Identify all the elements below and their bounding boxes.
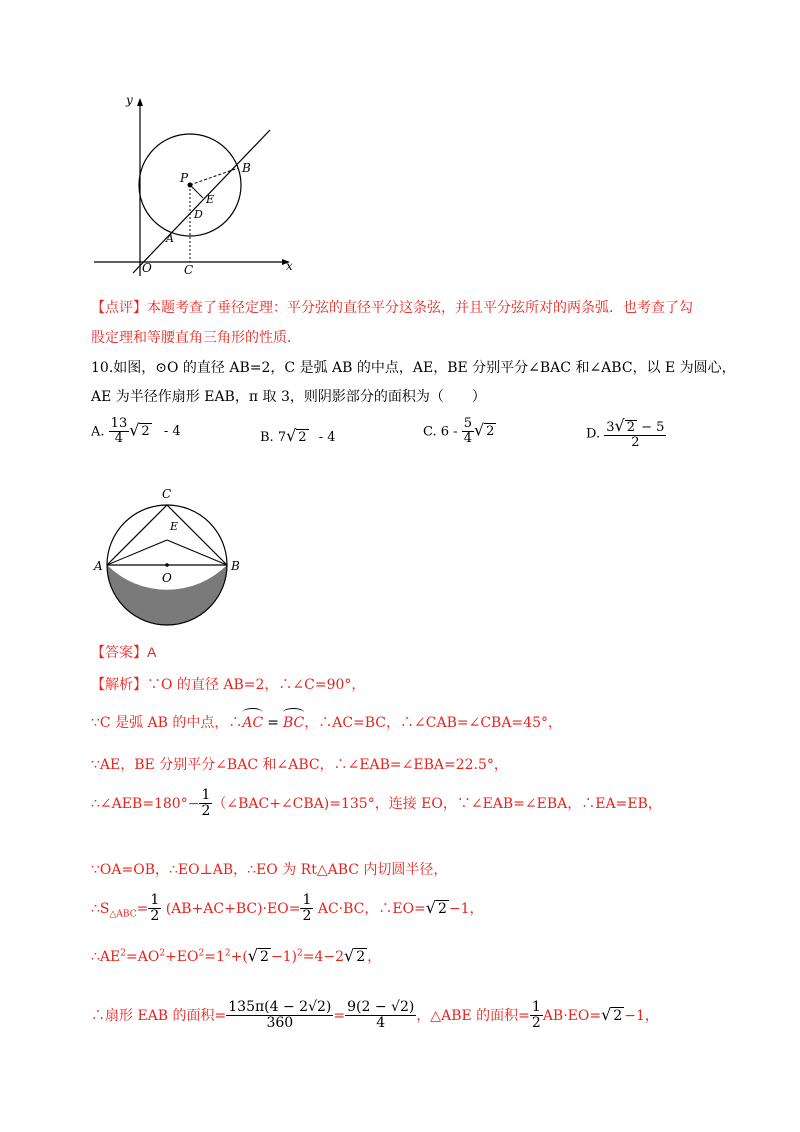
analysis-line-4: ∴∠AEB=180°− $\frac{1}{2}$ （∠BAC+∠CBA)=135°，连接 EO，∵∠EAB=∠EBA，∴EA=EB， <box>91 787 662 820</box>
arc-ac: AC <box>242 715 263 731</box>
point-o <box>165 563 169 567</box>
segment-pe <box>190 185 203 198</box>
question-10-line-1: 10.如图，⊙O 的直径 AB=2，C 是弧 AB 的中点，AE，BE 分别平分∠BAC 和∠ABC，以 E 为圆心， <box>91 360 736 376</box>
label-x: x <box>286 259 293 273</box>
fraction-half-4: $\frac{1}{2}$ <box>531 999 541 1032</box>
label-c2: C <box>162 487 172 501</box>
option-a-fraction: $\frac{13}{4}$ <box>110 416 128 447</box>
option-b[interactable]: B. 7√ 2 - 4 <box>260 426 336 445</box>
option-c-radicand: 2 <box>486 424 495 440</box>
label-e2: E <box>170 520 179 533</box>
fraction-sector-area: $\frac{135\pi(4 - 2√2)}{360}$ <box>228 999 332 1032</box>
comment-tag: 【点评】 <box>91 300 147 316</box>
analysis-text-1: ∵O 的直径 AB=2，∴∠C=90°， <box>147 677 366 693</box>
figure-circle-axes <box>90 90 310 280</box>
chord-bc <box>167 505 227 565</box>
label-a2: A <box>94 559 103 573</box>
figure-semicircle-shaded <box>90 478 250 628</box>
option-b-tail: - 4 <box>318 430 336 445</box>
label-y: y <box>126 93 133 107</box>
line-ab <box>133 130 270 273</box>
label-d: D <box>194 208 203 221</box>
analysis-tag: 【解析】 <box>91 677 147 693</box>
analysis-line-2: ∵C 是弧 AB 的中点，∴ AC = BC，∴AC=BC，∴∠CAB=∠CBA=45°， <box>91 712 562 732</box>
option-d-fraction: $\frac{3√ 2 - 5}{2}$ <box>606 416 665 451</box>
option-c-label: C. 6 - <box>423 424 458 440</box>
label-b: B <box>242 161 251 175</box>
question-10-line-2: AE 为半径作扇形 EAB，π 取 3，则阴影部分的面积为（ ） <box>91 389 486 405</box>
answer-value: A <box>147 644 157 660</box>
comment-text-1: 本题考查了垂径定理：平分弦的直径平分这条弦，并且平分弦所对的两条弧．也考查了勾 <box>147 300 693 316</box>
answer-line <box>91 642 156 662</box>
label-c: C <box>184 263 194 277</box>
option-a-radicand: 2 <box>141 424 150 440</box>
analysis-line-6: $\therefore S_{\triangle ABC}=$ $\frac{1}{2}$ (AB+AC+BC)·EO= $\frac{1}{2}$ AC·BC，∴EO=√ 2 −1， <box>91 892 484 925</box>
point-p <box>188 183 193 188</box>
option-a-label: A. <box>91 424 105 440</box>
label-p: P <box>180 171 189 185</box>
fraction-half-2: $\frac{1}{2}$ <box>150 892 160 925</box>
option-d-label: D. <box>586 426 601 442</box>
fraction-half-3: $\frac{1}{2}$ <box>302 892 312 925</box>
option-d[interactable] <box>586 417 666 451</box>
label-o: O <box>142 261 152 275</box>
y-axis-arrow <box>137 98 143 106</box>
label-a: A <box>166 232 174 245</box>
chord-ac <box>107 505 167 565</box>
option-c-fraction: $\frac{5}{4}$ <box>463 416 472 447</box>
label-b2: B <box>231 559 240 573</box>
analysis-line-3: ∵AE，BE 分别平分∠BAC 和∠ABC，∴∠EAB=∠EBA=22.5°， <box>91 757 508 773</box>
fraction-half-1: $\frac{1}{2}$ <box>201 787 211 820</box>
option-a[interactable]: A. $\frac{13}{4}$ √ 2 - 4 <box>91 416 181 447</box>
segment-be <box>167 540 227 565</box>
answer-tag: 【答案】 <box>91 645 147 661</box>
option-b-radicand: 2 <box>298 430 307 445</box>
segment-ae <box>107 540 167 565</box>
comment-line-2: 股定理和等腰直角三角形的性质． <box>91 330 301 346</box>
analysis-line-7: $\therefore AE^2=AO^2+EO^2=1^2+(√$ 2 −1)$^2$=4−2√ 2 ， <box>91 946 382 965</box>
arc-bc: BC <box>283 715 304 731</box>
option-c[interactable]: C. 6 - $\frac{5}{4}$ √ 2 <box>423 416 495 447</box>
fraction-sector-simplified: $\frac{9(2 - √2)}{4}$ <box>347 999 415 1032</box>
option-a-tail: - 4 <box>163 424 181 440</box>
label-o2: O <box>162 571 172 585</box>
comment-line-1 <box>91 297 693 317</box>
analysis-line-5: ∵OA=OB，∴EO⊥AB，∴EO 为 Rt△ABC 内切圆半径， <box>91 862 448 878</box>
option-b-label: B. 7 <box>260 430 287 445</box>
label-e: E <box>206 193 215 206</box>
analysis-line-1 <box>91 674 365 694</box>
analysis-line-8: ∴扇形 EAB 的面积= $\frac{135\pi(4 - 2√2)}{360}$ = $\frac{9(2 - √2)}{4}$ ，△ABE 的面积= $\frac{1}{2}$ AB·EO=√ 2 −1， <box>91 999 659 1032</box>
